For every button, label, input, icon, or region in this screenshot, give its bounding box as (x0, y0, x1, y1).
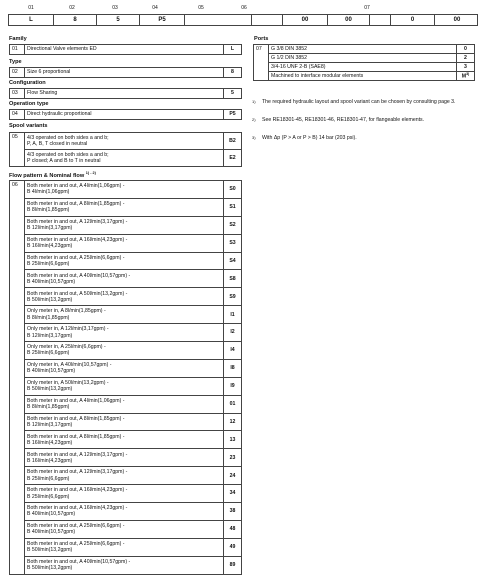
row-code: 8 (224, 68, 242, 78)
code-cell-02: 8 (54, 15, 97, 26)
table-row (10, 520, 242, 538)
table-row (10, 538, 242, 556)
row-description: Machined to interface modular elements (269, 72, 457, 81)
row-description: Only meter in, A 25l/min(6,6gpm) - B 25l/min(6,6gpm) (25, 342, 224, 360)
row-number: 04 (10, 110, 25, 120)
code-cell-05 (185, 15, 252, 26)
row-description: Both meter in and out, A 12l/min(3,17gpm) - B 25l/min(6,6gpm) (25, 467, 224, 485)
footnote (252, 117, 480, 124)
row-description: Both meter in and out, A 50l/min(13,2gpm) - B 50l/min(13,2gpm) (25, 288, 224, 306)
code-num-01: 01 (28, 5, 34, 11)
row-code: 13 (224, 431, 242, 449)
row-code: 23 (224, 449, 242, 467)
row-code: S3 (224, 234, 242, 252)
row-code: L (224, 45, 242, 55)
row-code: S0 (224, 181, 242, 199)
row-code: B2 (224, 133, 242, 150)
code-num-02: 02 (69, 5, 75, 11)
row-description: G 3/8 DIN 3852 (269, 45, 457, 54)
row-number: 01 (10, 45, 25, 55)
spool-variants-heading: Spool variants (9, 123, 48, 129)
row-description: 4/3 operated on both sides a and b; P, A, B, T closed in neutral (25, 133, 224, 150)
row-description: Size 6 proportional (25, 68, 224, 78)
row-description: Only meter in, A 8l/min(1,85gpm) - B 8l/min(1,85gpm) (25, 306, 224, 324)
footnote (252, 135, 480, 142)
row-description: Both meter in and out, A 8l/min(1,85gpm) - B 8l/min(1,85gpm) (25, 198, 224, 216)
ports-table (253, 44, 475, 81)
code-num-03: 03 (112, 5, 118, 11)
row-description: 3/4-16 UNF 2-B (SAE8) (269, 63, 457, 72)
footnote-mark: 1) (252, 99, 256, 104)
flow-pattern-footnote-ref: 1) - 2) (85, 171, 96, 175)
family-table (9, 44, 242, 55)
table-row (10, 68, 242, 78)
row-description: Both meter in and out, A 25l/min(6,6gpm) - B 25l/min(6,6gpm) (25, 252, 224, 270)
row-code-value: M (461, 73, 467, 80)
table-row (10, 133, 242, 150)
code-num-07: 07 (364, 5, 370, 11)
row-code (457, 45, 475, 54)
row-description: Direct hydraulic proportional (25, 110, 224, 120)
code-num-04: 04 (152, 5, 158, 11)
flow-pattern-heading (9, 171, 96, 179)
row-description: Both meter in and out, A 4l/min(1,06gpm) - B 8l/min(1,85gpm) (25, 395, 224, 413)
table-row (10, 306, 242, 324)
footnote (252, 99, 480, 106)
row-description: Both meter in and out, A 16l/min(4,23gpm) - B 40l/min(10,57gpm) (25, 503, 224, 521)
row-description: Flow Sharing (25, 89, 224, 99)
flow-pattern-title: Flow pattern & Nominal flow (9, 172, 85, 179)
flow-pattern-table (9, 180, 242, 575)
configuration-heading: Configuration (9, 80, 46, 86)
table-row (10, 485, 242, 503)
family-heading: Family (9, 36, 27, 42)
table-row (10, 556, 242, 574)
code-cell-01: L (9, 15, 54, 26)
code-cell-00a: 00 (283, 15, 328, 26)
row-code: S1 (224, 198, 242, 216)
table-row (254, 45, 475, 54)
table-row (10, 45, 242, 55)
row-code: 89 (224, 556, 242, 574)
footnote-mark: 3) (252, 135, 256, 140)
code-cell-03: 5 (97, 15, 140, 26)
code-cell-07 (370, 15, 391, 26)
code-num-06: 06 (241, 5, 247, 11)
code-cell-00b: 00 (328, 15, 370, 26)
row-code-value: 2 (464, 54, 467, 61)
row-code: I2 (224, 324, 242, 342)
row-description: Only meter in, A 12l/min(3,17gpm) - B 12l/min(3,17gpm) (25, 324, 224, 342)
row-description: Both meter in and out, A 4l/min(1,06gpm) - B 4l/min(1,06gpm) (25, 181, 224, 199)
table-row (10, 377, 242, 395)
table-row (10, 431, 242, 449)
table-row (10, 324, 242, 342)
row-code: 12 (224, 413, 242, 431)
table-row (10, 181, 242, 199)
table-row (10, 110, 242, 120)
row-code: I9 (224, 377, 242, 395)
table-row (10, 449, 242, 467)
code-cell-04: P5 (140, 15, 185, 26)
table-row (10, 198, 242, 216)
row-code: 24 (224, 467, 242, 485)
table-row (10, 467, 242, 485)
row-code: I8 (224, 359, 242, 377)
table-row (254, 63, 475, 72)
row-code: 48 (224, 520, 242, 538)
operation-type-table (9, 109, 242, 120)
operation-type-heading: Operation type (9, 101, 49, 107)
ports-heading: Ports (254, 36, 269, 42)
table-row (10, 234, 242, 252)
row-code: S8 (224, 270, 242, 288)
row-code-value: 3 (464, 63, 467, 70)
table-row (10, 270, 242, 288)
row-description: Directional Valve elements ED (25, 45, 224, 55)
row-code (457, 72, 475, 81)
row-code-footnote-ref: 3) (466, 72, 470, 77)
row-code: 01 (224, 395, 242, 413)
footnote-mark: 2) (252, 117, 256, 122)
row-code: S2 (224, 216, 242, 234)
type-table (9, 67, 242, 78)
row-description: 4/3 operated on both sides a and b; P closed; A and B to T in neutral (25, 150, 224, 167)
spool-variants-table (9, 132, 242, 167)
row-code: 38 (224, 503, 242, 521)
row-description: Both meter in and out, A 25l/min(6,6gpm) - B 50l/min(13,2gpm) (25, 538, 224, 556)
table-row (10, 288, 242, 306)
row-description: Both meter in and out, A 25l/min(6,6gpm) - B 40l/min(10,57gpm) (25, 520, 224, 538)
footnote-text: The required hydraulic layout and spool variant can be chosen by consulting page 3. (262, 99, 456, 105)
table-row (254, 54, 475, 63)
row-description: G 1/2 DIN 3852 (269, 54, 457, 63)
code-cell-06 (252, 15, 283, 26)
row-description: Both meter in and out, A 16l/min(4,23gpm) - B 16l/min(4,23gpm) (25, 234, 224, 252)
row-code: S4 (224, 252, 242, 270)
row-code: 49 (224, 538, 242, 556)
table-row (10, 503, 242, 521)
table-row (10, 216, 242, 234)
row-description: Both meter in and out, A 8l/min(1,85gpm) - B 16l/min(4,23gpm) (25, 431, 224, 449)
row-description: Both meter in and out, A 8l/min(1,85gpm) - B 12l/min(3,17gpm) (25, 413, 224, 431)
table-row (254, 72, 475, 81)
footnote-text: See RE18301-45, RE18301-46, RE18301-47, for flangeable elements. (262, 117, 425, 123)
order-code-line (8, 14, 478, 26)
code-cell-00c: 00 (453, 17, 461, 23)
row-description: Both meter in and out, A 40l/min(10,57gpm) - B 40l/min(10,57gpm) (25, 270, 224, 288)
row-number: 03 (10, 89, 25, 99)
code-num-05: 05 (198, 5, 204, 11)
row-description: Only meter in, A 40l/min(10,57gpm) - B 40l/min(10,57gpm) (25, 359, 224, 377)
row-description: Both meter in and out, A 12l/min(3,17gpm) - B 12l/min(3,17gpm) (25, 216, 224, 234)
type-heading: Type (9, 59, 22, 65)
table-row (10, 89, 242, 99)
row-code: I1 (224, 306, 242, 324)
table-row (10, 252, 242, 270)
configuration-table (9, 88, 242, 99)
row-code: S9 (224, 288, 242, 306)
row-description: Both meter in and out, A 16l/min(4,23gpm) - B 25l/min(6,6gpm) (25, 485, 224, 503)
row-code-value: 0 (464, 45, 467, 52)
row-number: 07 (254, 45, 269, 81)
code-cell-0: 0 (391, 15, 435, 26)
row-code: P5 (224, 110, 242, 120)
table-row (10, 413, 242, 431)
row-code (457, 54, 475, 63)
row-code: 5 (224, 89, 242, 99)
table-row (10, 150, 242, 167)
row-code (457, 63, 475, 72)
row-number: 05 (10, 133, 25, 167)
row-description: Both meter in and out, A 40l/min(10,57gpm) - B 50l/min(13,2gpm) (25, 556, 224, 574)
table-row (10, 342, 242, 360)
table-row (10, 395, 242, 413)
footnote-text: With Δp (P > A or P > B) 14 bar (203 psi). (262, 135, 357, 141)
row-number: 02 (10, 68, 25, 78)
row-code: I4 (224, 342, 242, 360)
row-description: Both meter in and out, A 12l/min(3,17gpm) - B 16l/min(4,23gpm) (25, 449, 224, 467)
row-code: 34 (224, 485, 242, 503)
table-row (10, 359, 242, 377)
row-description: Only meter in, A 50l/min(13,2gpm) - B 50l/min(13,2gpm) (25, 377, 224, 395)
row-number: 06 (10, 181, 25, 575)
row-code: E2 (224, 150, 242, 167)
